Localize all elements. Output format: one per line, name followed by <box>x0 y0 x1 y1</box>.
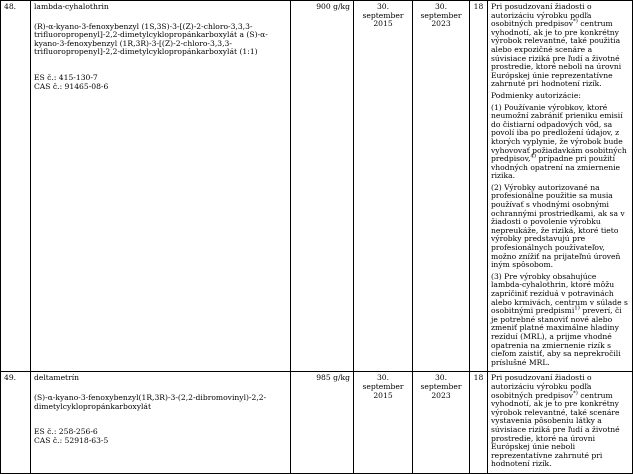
table-row <box>1 1 633 372</box>
provisions-intro: Pri posudzovaní žiadosti o autorizáciu výrobku podľa osobitných predpisov*) centrum vyhodnotí, ak je to pre konkrétny výrobok relevantné, také scenáre vystavenia pôsobeniu látky a súvisiace riziká pre ľudí a životné prostredie, ktoré na úrovni Európskej únie neboli reprezentatívne zahrnuté pri hodnotení rizík. <box>491 373 620 469</box>
product-type: 18 <box>470 1 488 372</box>
condition-1: (1) Používanie výrobkov, ktoré neumožní zabrániť prieniku emisií do čistiarní odpadových vôd, sa povolí iba po predložení údajov, z ktorých vyplynie, že výrobok bude vyhovovať požiadavkám osobitných predpisov,$^{4)}$ prípadne pri použití vhodných opatrení na zmiernenie rizika. <box>491 102 627 181</box>
expiry-date: 30. september 2023 <box>413 1 470 372</box>
ec-number: ES č.: 258-256-6 <box>34 427 98 437</box>
cas-number: CAS č.: 91465-08-6 <box>34 81 109 91</box>
conditions-header: Podmienky autorizácie: <box>491 90 581 100</box>
condition-2: (2) Výrobky autorizované na profesionálne použitie sa musia používať s vhodnými osobnými ochrannými prostriedkami, ak sa v žiadosti o povolenie výrobku nepreukáže, že riziká, ktoré tieto výrobky predstavujú pre profesionálnych používateľov, možno znížiť na prijateľnú úroveň iným spôsobom. <box>491 182 625 270</box>
expiry-date: 30. september 2023 <box>413 372 470 474</box>
cas-number: CAS č.: 52918-63-5 <box>34 435 109 445</box>
product-type: 18 <box>470 372 488 474</box>
table-row <box>1 372 633 474</box>
substance-cell <box>31 372 291 474</box>
approval-date: 30. september 2015 <box>354 1 413 372</box>
ec-number: ES č.: 415-130-7 <box>34 72 98 82</box>
substance-name: deltametrín <box>34 373 80 383</box>
approval-date: 30. september 2015 <box>354 372 413 474</box>
provisions-intro: Pri posudzovaní žiadosti o autorizáciu výrobku podľa osobitných predpisov*) centrum vyhodnotí, ak je to pre konkrétny výrobok relevantné, také použitia alebo expozičné scenáre a súvisiace riziká pre ľudí a životné prostredie, ktoré neboli na úrovni Európskej únie reprezentatívne zahrnuté pri hodnotení rizík. <box>491 2 622 89</box>
min-purity: 900 g/kg <box>291 1 354 372</box>
substance-iupac: (R)-α-kyano-3-fenoxybenzyl (1S,3S)-3-[(Z)-2-chloro-3,3,3-trifluoropropenyl]-2,2-dimetylcyklopropánkarboxylát a (S)-α-kyano-3-fenoxybenzyl (1R,3R)-3-[(Z)-2-chloro-3,3,3-trifluoropropenyl]-2,2-dimetylcyklopropánkarboxylát (1:1) <box>34 21 268 57</box>
specific-provisions <box>488 1 633 372</box>
substance-cell <box>31 1 291 372</box>
substance-name: lambda-cyhalothrin <box>34 2 109 11</box>
row-number: 49. <box>1 372 31 474</box>
row-number: 48. <box>1 1 31 372</box>
min-purity: 985 g/kg <box>291 372 354 474</box>
substance-iupac: (S)-α-kyano-3-fenoxybenzyl(1R,3R)-3-(2,2-dibromovinyl)-2,2-dimetylcyklopropánkarboxylát <box>34 392 267 411</box>
condition-3: (3) Pre výrobky obsahujúce lambda-cyhalothrin, ktoré môžu zapríčiniť rezíduá v potravinách alebo krmivách, centrum v súlade s osobitnými predpismi$^{1)}$ preverí, či je potrebné stanoviť nové alebo zmeniť platné maximálne hladiny rezíduí (MRL), a prijme vhodné opatrenia na zmiernenie rizík s cieľom zaistiť, aby sa neprekročili príslušné MRL. <box>491 271 628 367</box>
specific-provisions <box>488 372 633 474</box>
